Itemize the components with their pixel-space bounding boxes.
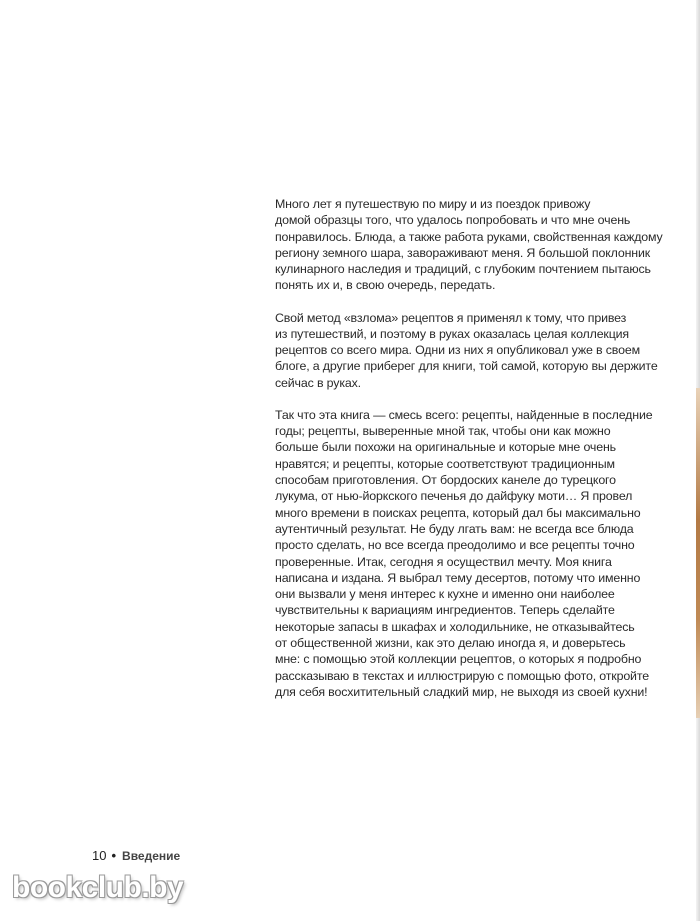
text-line: годы; рецепты, выверенные мной так, чтобы они как можно bbox=[275, 424, 611, 439]
text-line: больше были похожи на оригинальные и которые мне очень bbox=[275, 440, 616, 455]
text-line: аутентичный результат. Не буду лгать вам: не всегда все блюда bbox=[275, 521, 634, 536]
page-edge-accent bbox=[696, 388, 700, 718]
text-line: рассказываю в текстах и иллюстрирую с помощью фото, откройте bbox=[275, 668, 649, 683]
text-line: для себя восхитительный сладкий мир, не выходя из своей кухни! bbox=[275, 684, 648, 699]
paragraph-3 bbox=[275, 407, 680, 700]
bullet-separator: • bbox=[111, 848, 117, 863]
text-line: рецептов со всего мира. Одни из них я опубликовал уже в своем bbox=[275, 343, 640, 358]
text-line: некоторые запасы в шкафах и холодильнике, не отказывайтесь bbox=[275, 619, 635, 634]
text-line: Свой метод «взлома» рецептов я применял к тому, что привез bbox=[275, 310, 627, 325]
text-line: способам приготовления. От бордоских канеле до турецкого bbox=[275, 473, 616, 488]
text-line: домой образцы того, что удалось попробовать и что мне очень bbox=[275, 213, 631, 228]
text-line: много времени в поисках рецепта, который дал бы максимально bbox=[275, 505, 641, 520]
text-line: написана и издана. Я выбрал тему десертов, потому что именно bbox=[275, 570, 641, 585]
text-line: нравятся; и рецепты, которые соответствуют традиционным bbox=[275, 456, 615, 471]
text-line: просто сделать, но все всегда преодолимо и все рецепты точно bbox=[275, 538, 635, 553]
text-line: чувствительны к вариациям ингредиентов. Теперь сделайте bbox=[275, 603, 615, 618]
text-line: сейчас в руках. bbox=[275, 375, 361, 390]
section-name: Введение bbox=[122, 849, 181, 863]
text-line: понять их и, в свою очередь, передать. bbox=[275, 278, 496, 293]
text-line: лукума, от нью-йоркского печенья до дайфуку моти… Я провел bbox=[275, 489, 633, 504]
text-line: Так что эта книга — смесь всего: рецепты, найденные в последние bbox=[275, 407, 653, 422]
text-line: мне: с помощью этой коллекции рецептов, о которых я подробно bbox=[275, 652, 642, 667]
paragraph-1 bbox=[275, 196, 680, 294]
text-line: понравилось. Блюда, а также работа руками, свойственная каждому bbox=[275, 229, 663, 244]
body-text bbox=[275, 196, 680, 716]
page-footer bbox=[92, 848, 180, 863]
text-line: Много лет я путешествую по миру и из поездок привожу bbox=[275, 197, 591, 211]
text-line: от общественной жизни, как это делаю иногда я, и доверьтесь bbox=[275, 636, 626, 651]
text-line: из путешествий, и поэтому в руках оказалась целая коллекция bbox=[275, 326, 629, 341]
page-number: 10 bbox=[92, 848, 107, 863]
paragraph-2 bbox=[275, 310, 680, 391]
watermark: bookclub.by bbox=[12, 871, 184, 904]
text-line: кулинарного наследия и традиций, с глубоким почтением пытаюсь bbox=[275, 262, 651, 277]
text-line: они вызвали у меня интерес к кухне и именно они наиболее bbox=[275, 587, 615, 602]
text-line: региону земного шара, завораживают меня. Я большой поклонник bbox=[275, 245, 651, 260]
text-line: блоге, а другие приберег для книги, той самой, которую вы держите bbox=[275, 359, 658, 374]
text-line: проверенные. Итак, сегодня я осуществил мечту. Моя книга bbox=[275, 554, 612, 569]
